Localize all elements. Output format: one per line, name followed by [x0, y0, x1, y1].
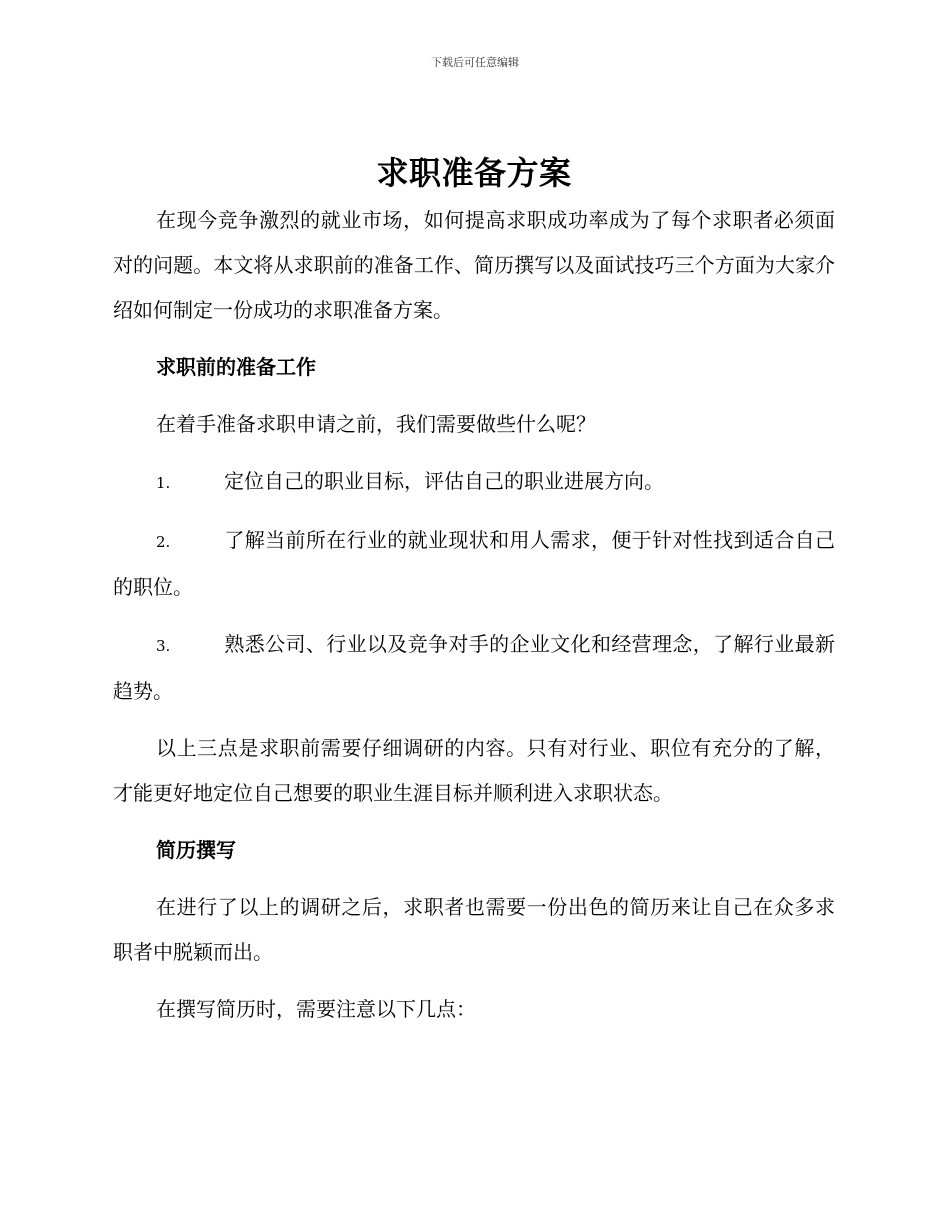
preparation-lead-paragraph: 在着手准备求职申请之前，我们需要做些什么呢？ [156, 412, 596, 436]
list-item [113, 622, 835, 714]
list-item-text: 定位自己的职业目标，评估自己的职业进展方向。 [224, 469, 664, 493]
page-title: 求职准备方案 [376, 154, 572, 192]
resume-paragraph-1: 在进行了以上的调研之后，求职者也需要一份出色的简历来让自己在众多求职者中脱颖而出。 [113, 895, 835, 964]
preparation-summary-paragraph: 以上三点是求职前需要仔细调研的内容。只有对行业、职位有充分的了解，才能更好地定位自己想要的职业生涯目标并顺利进入求职状态。 [113, 736, 835, 805]
list-item-text: 了解当前所在行业的就业现状和用人需求，便于针对性找到适合自己的职位。 [113, 528, 835, 599]
list-item [113, 518, 835, 610]
list-item [113, 459, 835, 506]
list-item-text: 熟悉公司、行业以及竞争对手的企业文化和经营理念，了解行业最新趋势。 [113, 632, 835, 703]
header-note: 下载后可任意编辑 [431, 56, 519, 69]
list-item-number: 3. [156, 637, 171, 655]
list-item-number: 1. [156, 474, 171, 492]
section-heading-resume: 简历撰写 [156, 838, 236, 862]
list-item-number: 2. [156, 533, 171, 551]
resume-paragraph-2: 在撰写简历时，需要注意以下几点： [156, 997, 476, 1021]
document-body [113, 150, 835, 1032]
intro-paragraph: 在现今竞争激烈的就业市场，如何提高求职成功率成为了每个求职者必须面对的问题。本文将从求职前的准备工作、简历撰写以及面试技巧三个方面为大家介绍如何制定一份成功的求职准备方案。 [113, 208, 835, 322]
section-heading-preparation: 求职前的准备工作 [156, 355, 316, 379]
